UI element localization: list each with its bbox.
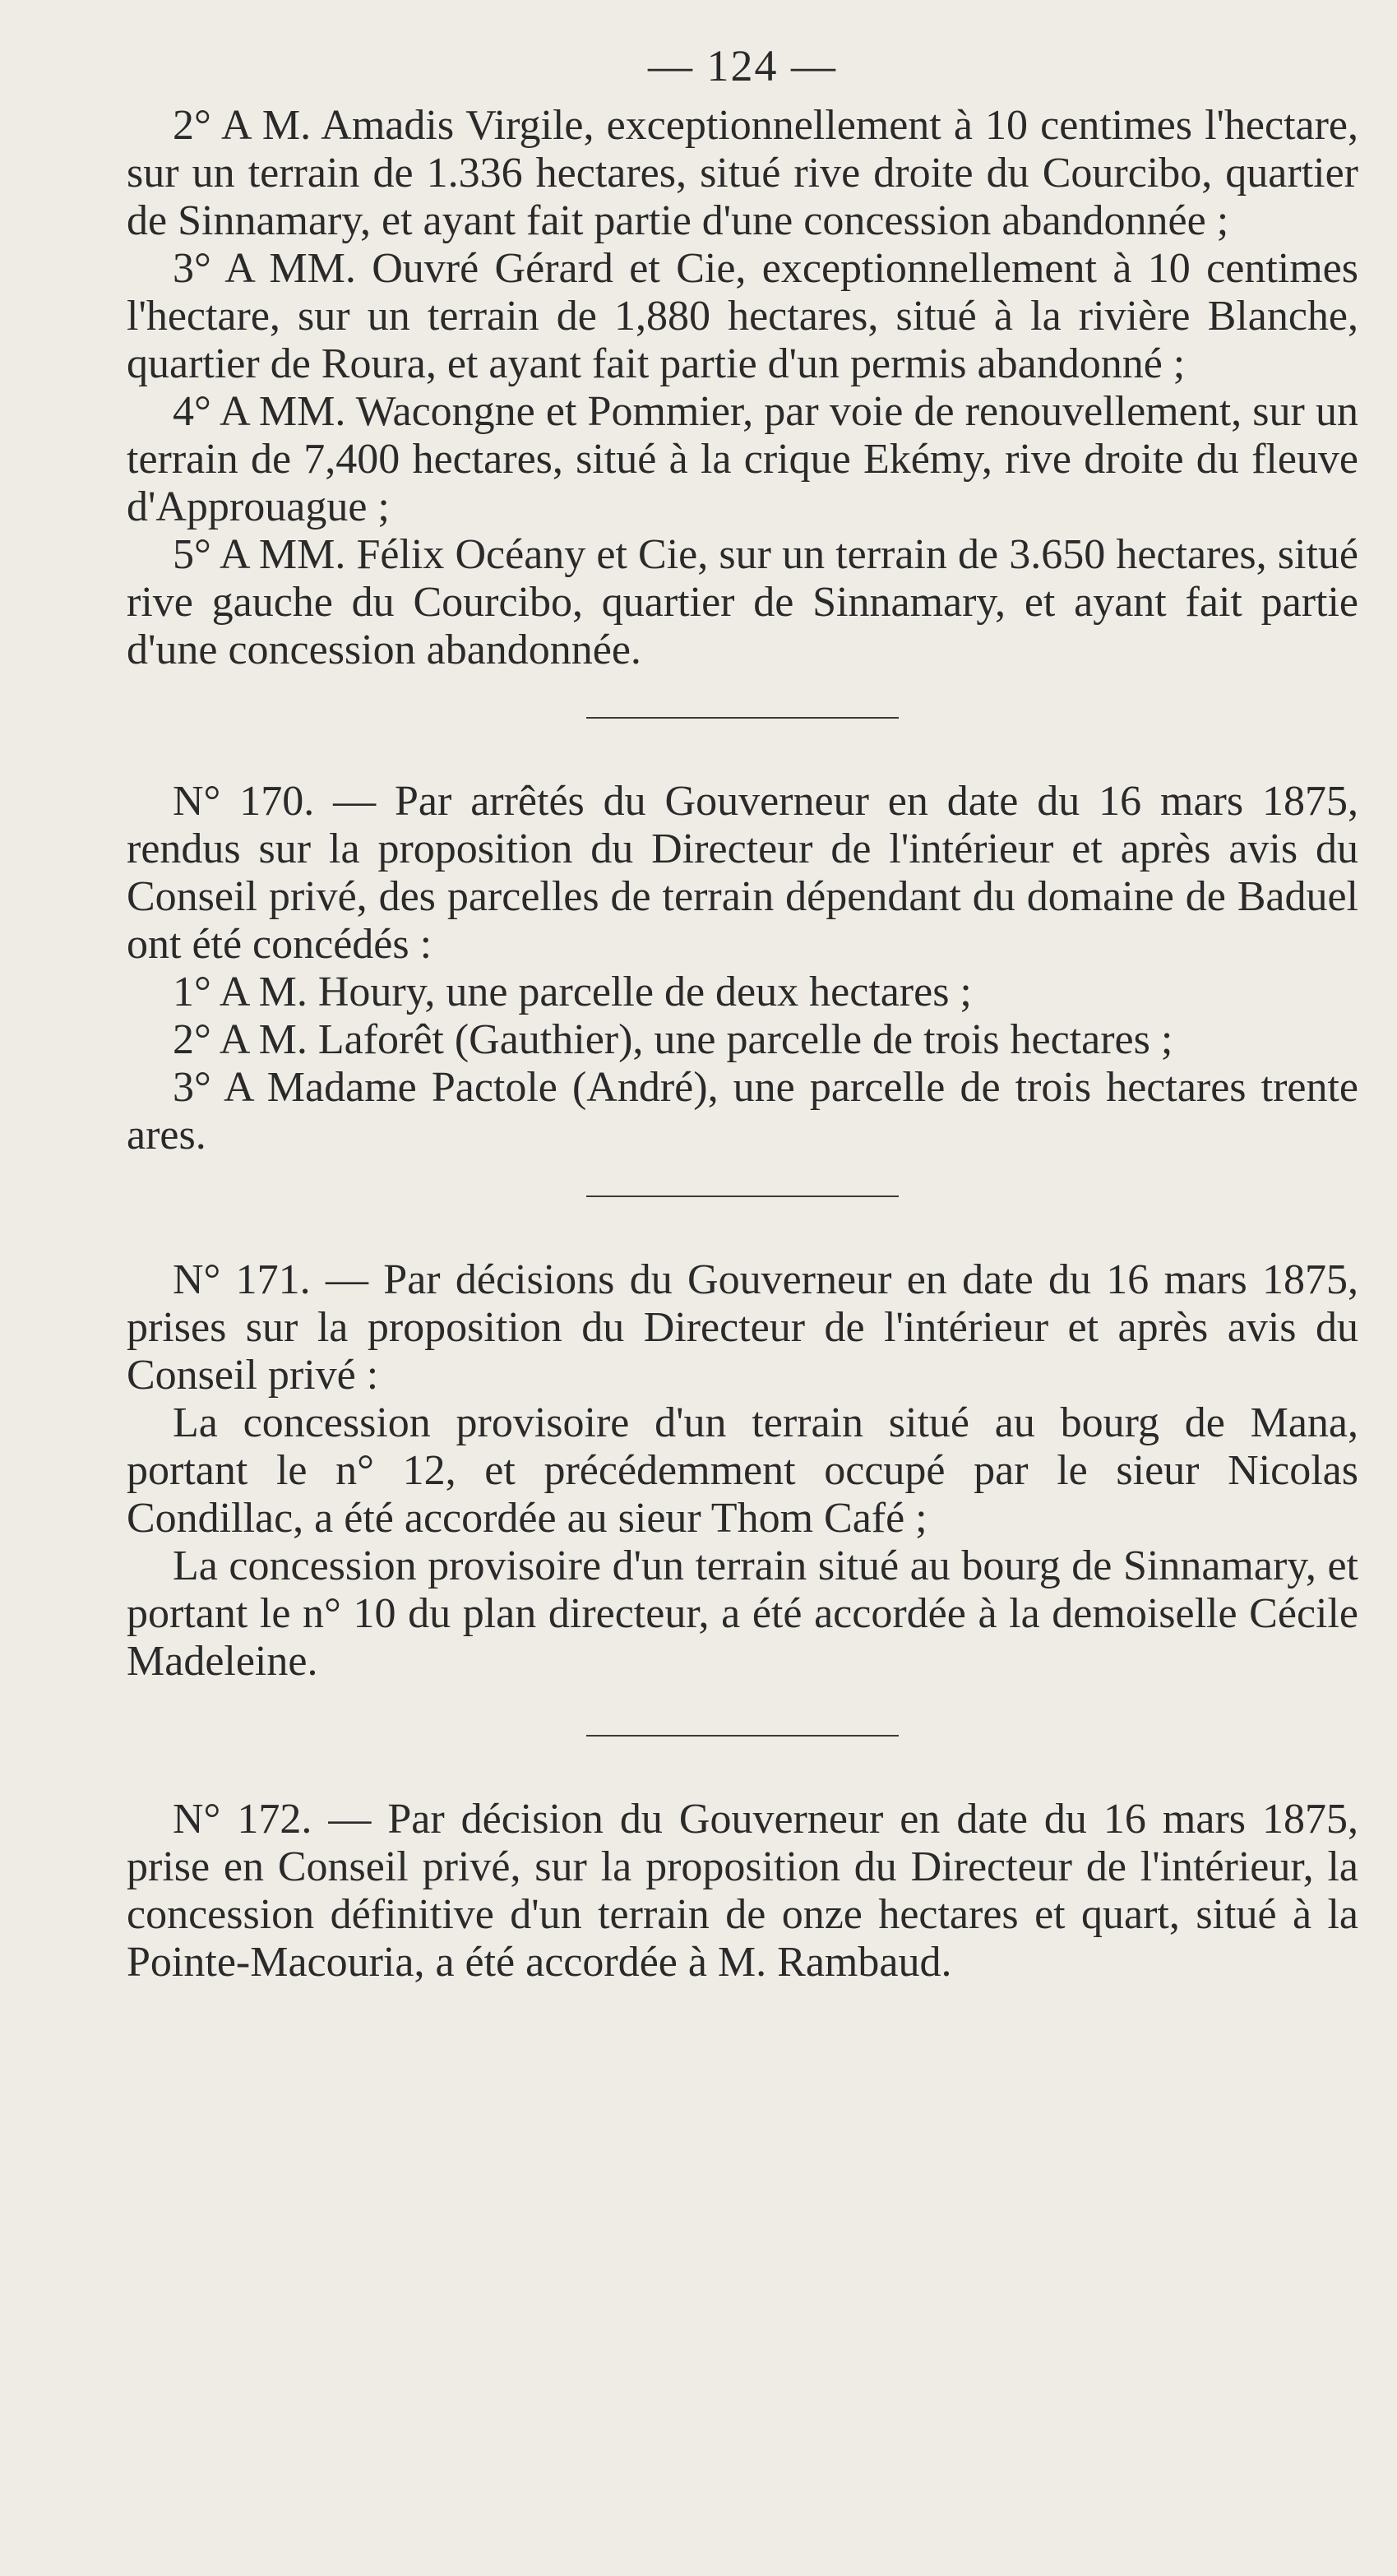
section-172-intro: N° 172. — Par décision du Gouverneur en date du 16 mars 1875, prise en Conseil privé, sur la proposition du Directeur de l'intérieur, la concession définitive d'un terrain de onze hectares et quart, situé à la Pointe-Macouria, a été accordée à M. Rambaud. (127, 1796, 1358, 1986)
section-divider (586, 1196, 899, 1197)
concessions-list-continued (127, 102, 1358, 674)
list-item-3: 3° A MM. Ouvré Gérard et Cie, exceptionnellement à 10 centimes l'hectare, sur un terrain de 1,880 hectares, situé à la rivière Blanche, quartier de Roura, et ayant fait partie d'un permis abandonné ; (127, 245, 1358, 387)
page-number: — 124 — (648, 41, 837, 90)
section-171-intro: N° 171. — Par décisions du Gouverneur en date du 16 mars 1875, prises sur la proposition du Directeur de l'intérieur et après avis du Conseil privé : (127, 1256, 1358, 1399)
section-170-item-3: 3° A Madame Pactole (André), une parcelle de trois hectares trente ares. (127, 1064, 1358, 1159)
section-170-intro: N° 170. — Par arrêtés du Gouverneur en date du 16 mars 1875, rendus sur la proposition du Directeur de l'intérieur et après avis du Conseil privé, des parcelles de terrain dépendant du domaine de Baduel ont été concédés : (127, 778, 1358, 968)
list-item-2: 2° A M. Amadis Virgile, exceptionnellement à 10 centimes l'hectare, sur un terrain de 1.336 hectares, situé rive droite du Courcibo, quartier de Sinnamary, et ayant fait partie d'une concession abandonnée ; (127, 102, 1358, 244)
section-171 (127, 1256, 1358, 1686)
document-page (127, 41, 1358, 1986)
section-171-para-2: La concession provisoire d'un terrain situé au bourg de Sinnamary, et portant le n° 10 du plan directeur, a été accordée à la demoiselle Cécile Madeleine. (127, 1542, 1358, 1685)
section-divider (586, 717, 899, 719)
list-item-5: 5° A MM. Félix Océany et Cie, sur un terrain de 3.650 hectares, situé rive gauche du Courcibo, quartier de Sinnamary, et ayant fait partie d'une concession abandonnée. (127, 531, 1358, 673)
section-170 (127, 778, 1358, 1159)
section-170-item-1: 1° A M. Houry, une parcelle de deux hectares ; (173, 969, 972, 1015)
section-172 (127, 1796, 1358, 1986)
section-171-para-1: La concession provisoire d'un terrain situé au bourg de Mana, portant le n° 12, et précédemment occupé par le sieur Nicolas Condillac, a été accordée au sieur Thom Café ; (127, 1399, 1358, 1542)
list-item-4: 4° A MM. Wacongne et Pommier, par voie de renouvellement, sur un terrain de 7,400 hectares, situé à la crique Ekémy, rive droite du fleuve d'Approuague ; (127, 388, 1358, 530)
section-170-item-2: 2° A M. Laforêt (Gauthier), une parcelle de trois hectares ; (173, 1016, 1173, 1063)
section-divider (586, 1735, 899, 1737)
